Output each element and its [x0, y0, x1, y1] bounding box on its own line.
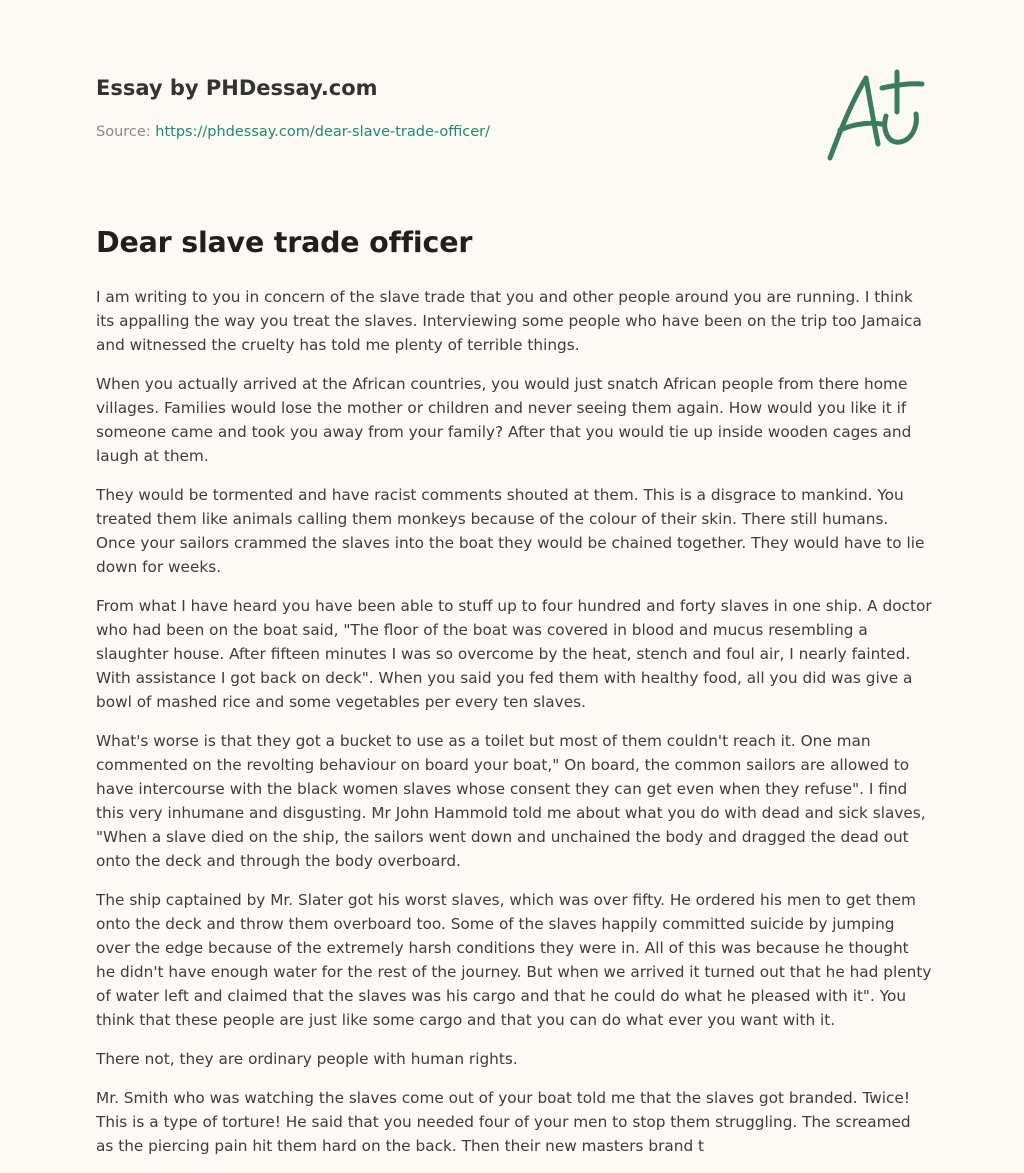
essay-paragraph-2: When you actually arrived at the African countries, you would just snatch African people from there home villages. Families would lose the mother or children and never seeing them again. How would you like it if someone came and took you away from your family? After that you would tie up inside wooden cages and laugh at them.	[96, 375, 912, 465]
essay-paragraph-4: From what I have heard you have been able to stuff up to four hundred and forty slaves in one ship. A doctor who had been on the boat said, "The floor of the boat was covered in blood and mucus resembling a slaughter house. After fifteen minutes I was so overcome by the heat, stench and foul air, I nearly fainted. With assistance I got back on deck". When you said you fed them with healthy food, all you did was give a bowl of mashed rice and some vegetables per every ten slaves.	[96, 597, 932, 711]
essay-paragraph-5: What's worse is that they got a bucket to use as a toilet but most of them couldn't reach it. One man commented on the revolting behaviour on board your boat," On board, the common sailors are allowed to have intercourse with the black women slaves whose consent they can get even when they refuse". I find this very inhumane and disgusting. Mr John Hammold told me about what you do with dead and sick slaves, "When a slave died on the ship, the sailors went down and unchained the body and dragged the dead out onto the deck and through the body overboard.	[96, 732, 926, 870]
essay-paragraph-8: Mr. Smith who was watching the slaves come out of your boat told me that the slaves got branded. Twice! This is a type of torture! He said that you needed four of your men to stop them struggling. The screamed as the piercing pain hit them hard on the back. Then their new masters brand t	[96, 1089, 911, 1155]
source-line	[96, 124, 490, 140]
essay-paragraph-6: The ship captained by Mr. Slater got his worst slaves, which was over fifty. He ordered his men to get them onto the deck and throw them overboard too. Some of the slaves happily committed suicide by jumping over the edge because of the extremely harsh conditions they were in. All of this was because he thought he didn't have enough water for the rest of the journey. But when we arrived it turned out that he had plenty of water left and claimed that the slaves was his cargo and that he could do what he pleased with it". You think that these people are just like some cargo and that you can do what ever you want with it.	[96, 891, 932, 1029]
a-plus-logo-icon	[820, 66, 930, 166]
source-label: Source:	[96, 124, 156, 140]
essay-paragraph-3: They would be tormented and have racist comments shouted at them. This is a disgrace to mankind. You treated them like animals calling them monkeys because of the colour of their skin. There still humans. Once your sailors crammed the slaves into the boat they would be chained together. They would have to lie down for weeks.	[96, 486, 925, 576]
a-plus-logo	[820, 66, 930, 166]
site-title: Essay by PHDessay.com	[96, 76, 378, 100]
essay-body	[96, 285, 932, 1173]
essay-title: Dear slave trade officer	[96, 226, 473, 259]
essay-paragraph-1: I am writing to you in concern of the slave trade that you and other people around you are running. I think its appalling the way you treat the slaves. Interviewing some people who have been on the trip too Jamaica and witnessed the cruelty has told me plenty of terrible things.	[96, 288, 922, 354]
source-link[interactable]: https://phdessay.com/dear-slave-trade-officer/	[155, 124, 491, 140]
essay-paragraph-7: There not, they are ordinary people with human rights.	[96, 1050, 518, 1068]
